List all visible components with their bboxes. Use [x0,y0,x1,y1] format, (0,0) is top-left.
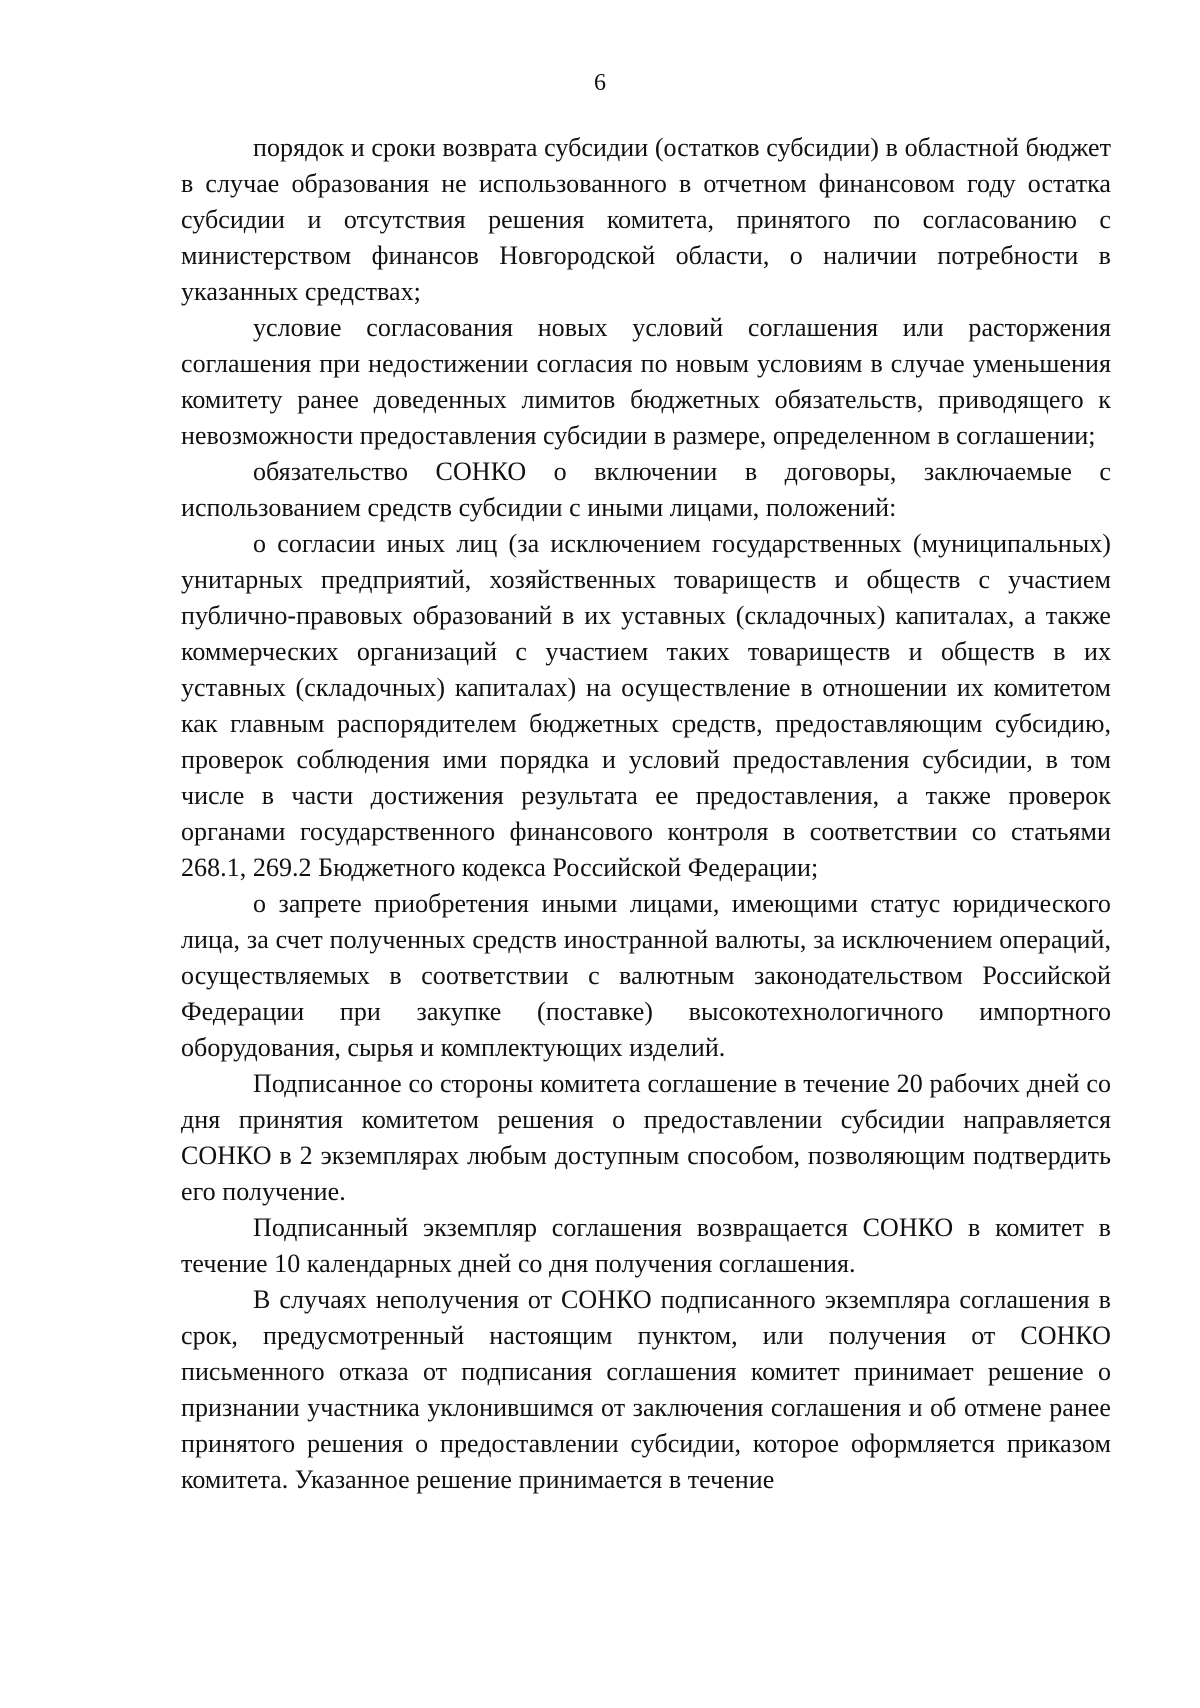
paragraph: о запрете приобретения иными лицами, имеющими статус юридического лица, за счет полученных средств иностранной валюты, за исключением операций, осуществляемых в соответствии с валютным законодательством Российской Федерации при закупке (поставке) высокотехнологичного импортного оборудования, сырья и комплектующих изделий. [181,889,1111,1062]
paragraph: Подписанный экземпляр соглашения возвращается СОНКО в комитет в течение 10 календарных дней со дня получения соглашения. [181,1213,1111,1278]
page-number: 6 [594,70,606,96]
paragraph: обязательство СОНКО о включении в договоры, заключаемые с использованием средств субсидии с иными лицами, положений: [181,457,1111,522]
paragraph: о согласии иных лиц (за исключением государственных (муниципальных) унитарных предприятий, хозяйственных товариществ и обществ с участием публично-правовых образований в их уставных (складочных) капиталах, а также коммерческих организаций с участием таких товариществ и обществ в их уставных (складочных) капиталах) на осуществление в отношении их комитетом как главным распорядителем бюджетных средств, предоставляющим субсидию, проверок соблюдения ими порядка и условий предоставления субсидии, в том числе в части достижения результата ее предоставления, а также проверок органами государственного финансового контроля в соответствии со статьями 268.1, 269.2 Бюджетного кодекса Российской Федерации; [181,529,1111,882]
paragraph: условие согласования новых условий соглашения или расторжения соглашения при недостижении согласия по новым условиям в случае уменьшения комитету ранее доведенных лимитов бюджетных обязательств, приводящего к невозможности предоставления субсидии в размере, определенном в соглашении; [181,313,1111,450]
paragraph: Подписанное со стороны комитета соглашение в течение 20 рабочих дней со дня принятия комитетом решения о предоставлении субсидии направляется СОНКО в 2 экземплярах любым доступным способом, позволяющим подтвердить его получение. [181,1069,1111,1206]
paragraph: порядок и сроки возврата субсидии (остатков субсидии) в областной бюджет в случае образования не использованного в отчетном финансовом году остатка субсидии и отсутствия решения комитета, принятого по согласованию с министерством финансов Новгородской области, о наличии потребности в указанных средствах; [181,133,1111,306]
body-text [181,130,1111,1498]
paragraph: В случаях неполучения от СОНКО подписанного экземпляра соглашения в срок, предусмотренный настоящим пунктом, или получения от СОНКО письменного отказа от подписания соглашения комитет принимает решение о признании участника уклонившимся от заключения соглашения и об отмене ранее принятого решения о предоставлении субсидии, которое оформляется приказом комитета. Указанное решение принимается в течение [181,1285,1111,1494]
